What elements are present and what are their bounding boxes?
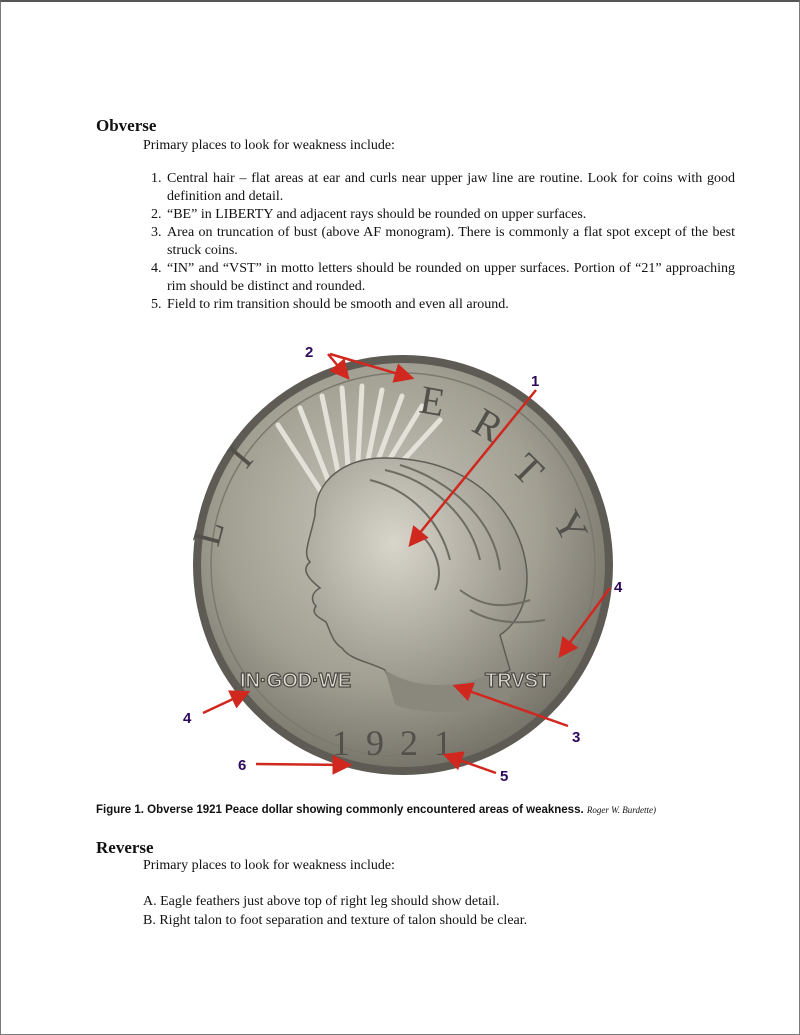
- list-item: 5. Field to rim transition should be smooth and even all around.: [165, 296, 735, 314]
- motto-left: IN·GOD·WE: [240, 670, 352, 692]
- motto-right: TRVST: [485, 670, 551, 692]
- list-item: 3. Area on truncation of bust (above AF monogram). There is commonly a flat spot except of the best struck coins.: [165, 224, 735, 260]
- legend-letter-i: I: [218, 436, 262, 476]
- legend-letter-r: R: [465, 398, 512, 452]
- callout-label-2: 2: [305, 344, 314, 361]
- obverse-intro: Primary places to look for weakness include:: [143, 138, 395, 153]
- reverse-weakness-list: [143, 892, 527, 930]
- caption-text: Figure 1. Obverse 1921 Peace dollar showing commonly encountered areas of weakness.: [96, 804, 584, 816]
- obverse-weakness-list: [137, 170, 735, 314]
- callout-label-5: 5: [500, 768, 509, 785]
- legend-letter-y: Y: [544, 503, 598, 550]
- list-item: 4. “IN” and “VST” in motto letters should be rounded on upper surfaces. Portion of “21” approaching rim should be distinct and rounded.: [165, 260, 735, 296]
- figure-caption: [96, 804, 656, 816]
- list-item: B. Right talon to foot separation and texture of talon should be clear.: [143, 913, 528, 928]
- legend-letter-e: E: [416, 376, 449, 426]
- list-item: A. Eagle feathers just above top of right leg should show detail.: [143, 894, 500, 909]
- reverse-heading: Reverse: [96, 838, 154, 857]
- obverse-heading: Obverse: [96, 116, 157, 135]
- callout-label-3: 3: [572, 729, 581, 746]
- coin-figure: [170, 330, 640, 790]
- list-item: 1. Central hair – flat areas at ear and curls near upper jaw line are routine. Look for coins with good definition and detail.: [165, 170, 735, 206]
- callout-label-6: 6: [238, 757, 247, 774]
- callout-label-1: 1: [531, 373, 540, 390]
- legend-letter-t: T: [503, 444, 553, 494]
- callout-label-4-right: 4: [614, 579, 623, 596]
- callout-label-4-left: 4: [183, 710, 192, 727]
- list-item: 2. “BE” in LIBERTY and adjacent rays should be rounded on upper surfaces.: [165, 206, 735, 224]
- legend-letter-l: L: [183, 515, 234, 551]
- caption-credit: Roger W. Burdette): [586, 805, 656, 815]
- coin-date: 1921: [332, 723, 468, 763]
- reverse-intro: Primary places to look for weakness include:: [143, 858, 395, 873]
